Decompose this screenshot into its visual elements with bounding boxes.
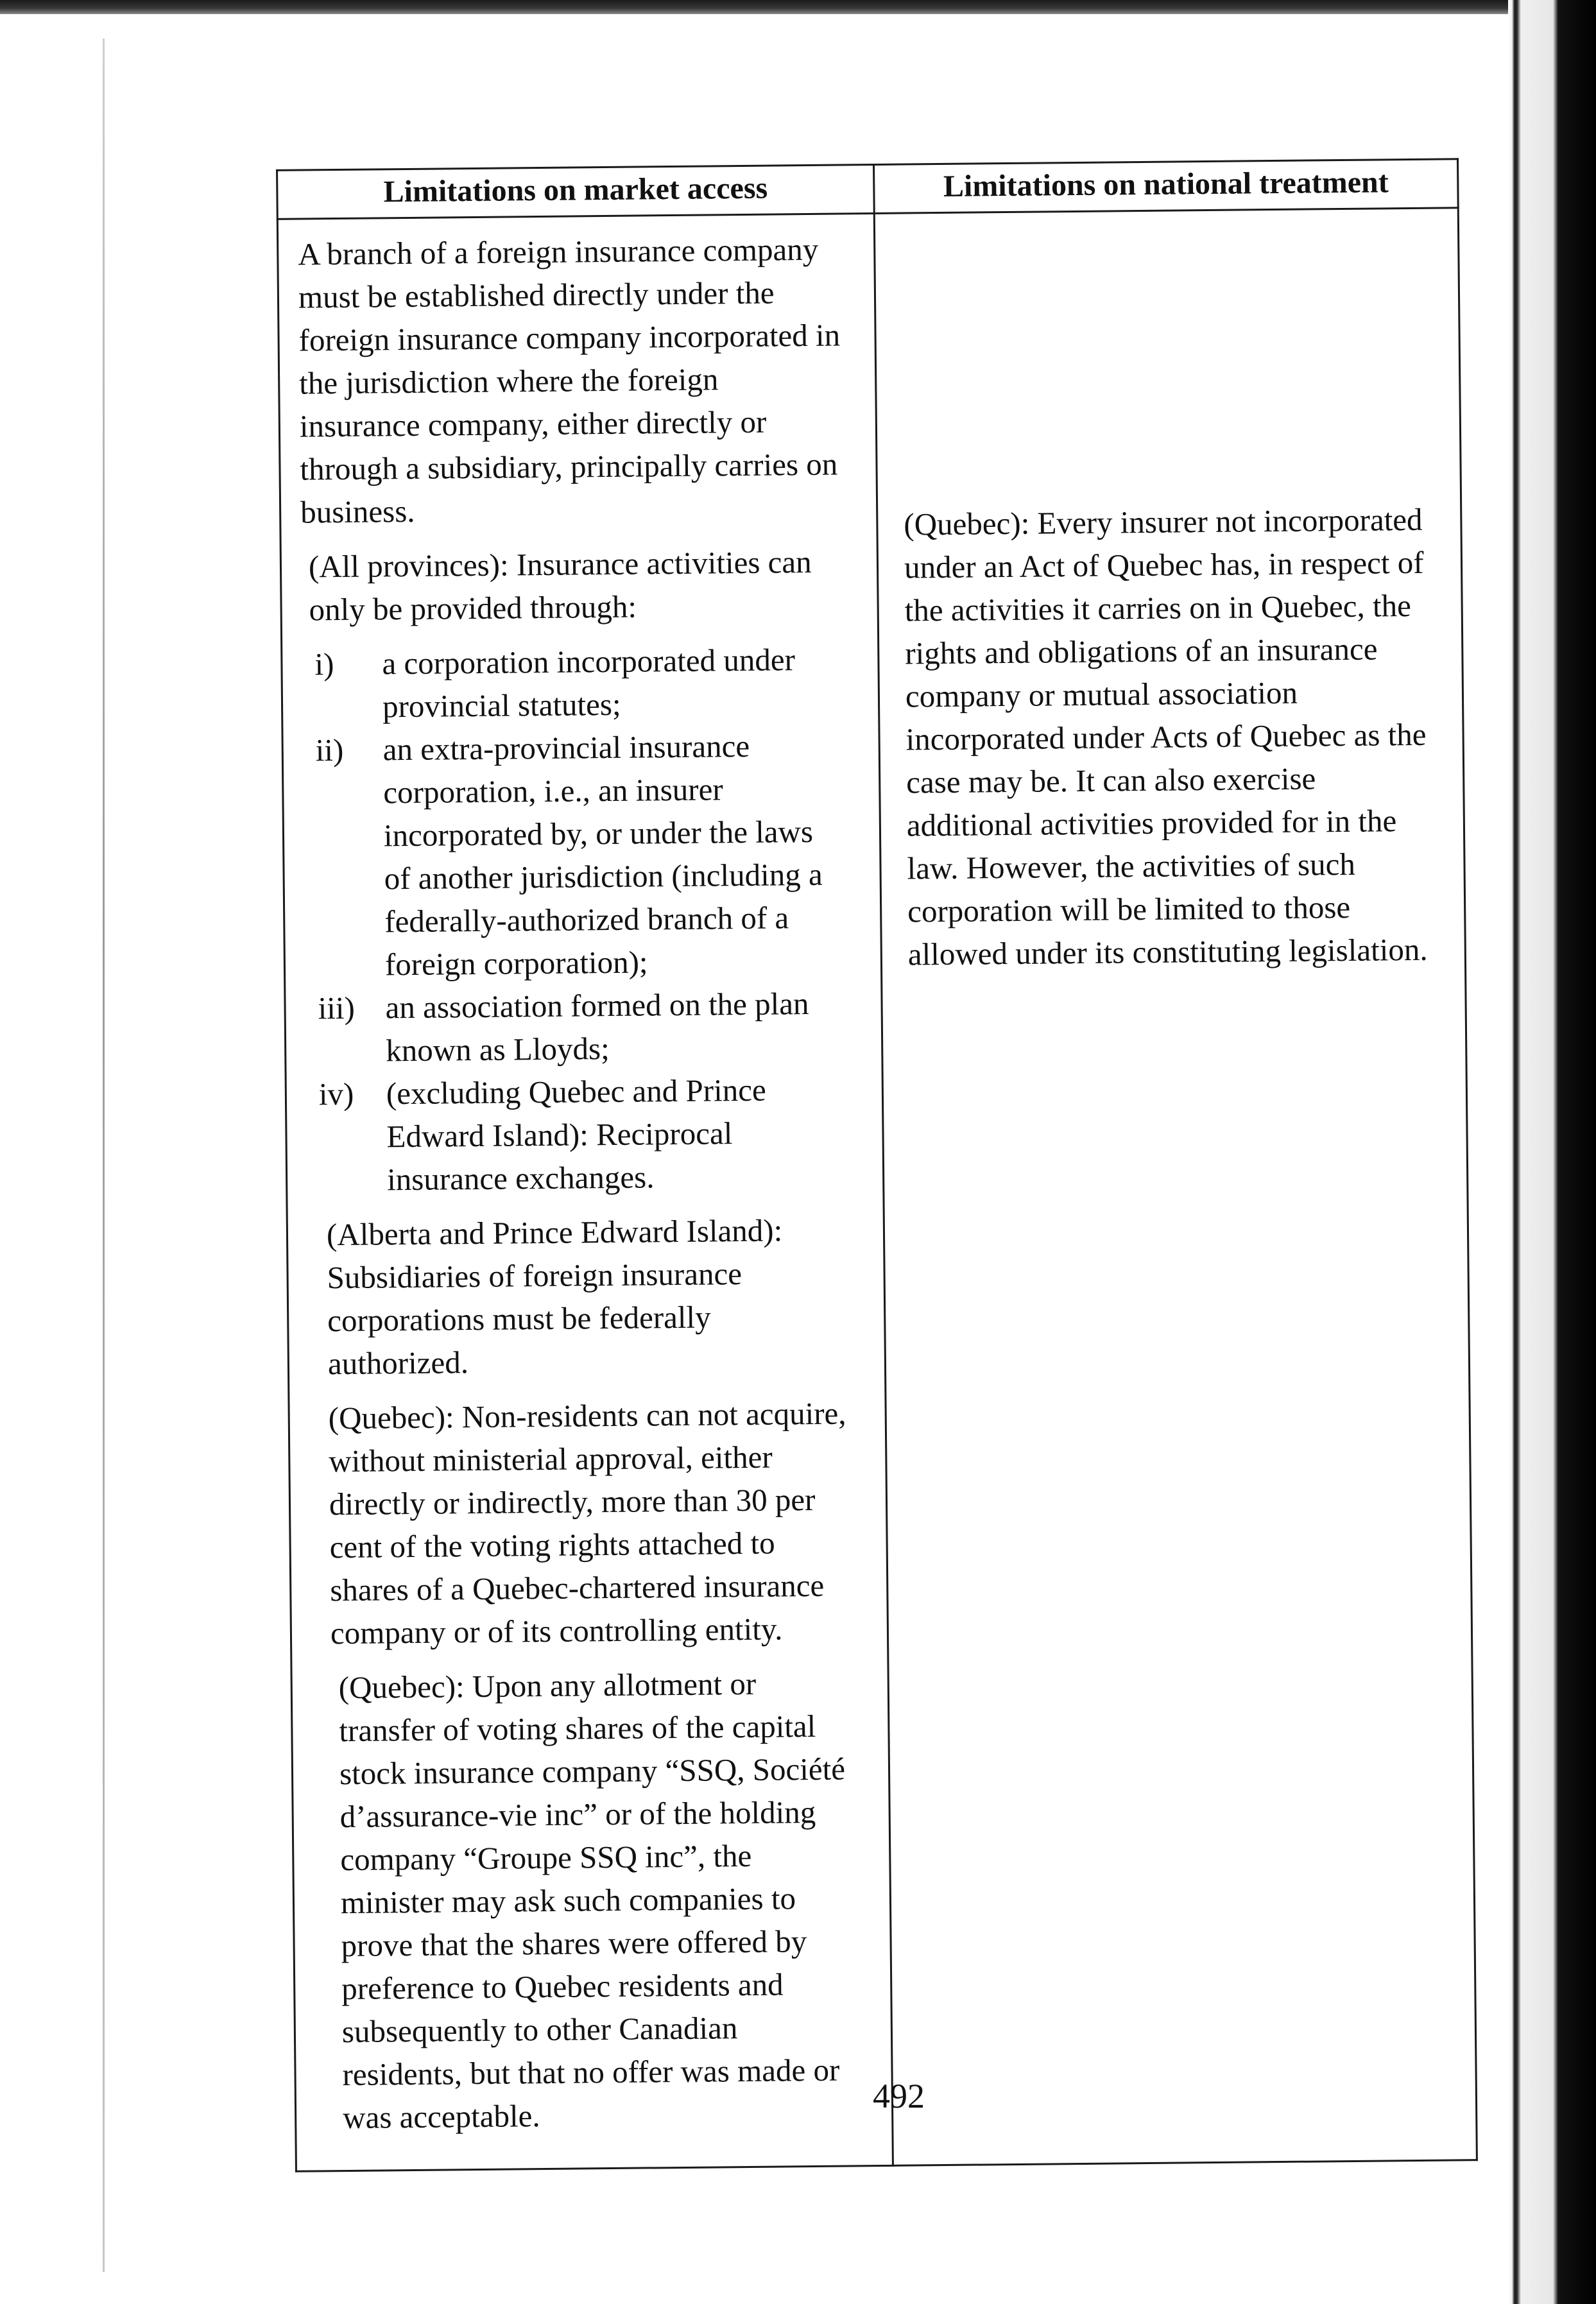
market-access-cell bbox=[277, 213, 893, 2171]
header-national-treatment: Limitations on national treatment bbox=[874, 159, 1459, 214]
list-item-text: an extra-provincial insurance corporation, i.e., an insurer incorporated by, or under the laws of another jurisdiction (including a federally-authorized branch of a foreign corporation); bbox=[382, 728, 823, 983]
list-item-number: i) bbox=[314, 646, 334, 682]
scan-top-shadow bbox=[0, 0, 1596, 14]
list-item-text: an association formed on the plan known as Lloyds; bbox=[385, 985, 809, 1069]
list-item-number: iii) bbox=[318, 990, 356, 1026]
blank-space bbox=[901, 221, 1434, 503]
list-item-number: ii) bbox=[315, 732, 344, 768]
list-item-number: iv) bbox=[318, 1076, 354, 1112]
quebec-insurer-paragraph: (Quebec): Every insurer not incorporated under an Act of Quebec has, in respect of the activities it carries on in Quebec, the rights and obligations of an insurance company or mutual association incorporated under Acts of Quebec as the case may be. It can also exercise additional activities provided for in the law. However, the activities of such corporation will be limited to those allowed under its constituting legislation. bbox=[904, 501, 1428, 972]
scan-left-margin-line bbox=[103, 39, 105, 2272]
list-item bbox=[319, 1067, 851, 1201]
list-item-text: a corporation incorporated under provincial statutes; bbox=[382, 641, 796, 725]
list-item bbox=[314, 637, 846, 728]
alberta-pei-paragraph: (Alberta and Prince Edward Island): Subsidiaries of foreign insurance corporations must be federally authorized. bbox=[326, 1212, 783, 1382]
header-market-access: Limitations on market access bbox=[277, 164, 875, 219]
quebec-ssq-paragraph: (Quebec): Upon any allotment or transfer of voting shares of the capital stock insurance company “SSQ, Société d’assurance-vie inc” or of the holding company “Groupe SSQ inc”, the minister may ask such companies to prove that the shares were offered by preference to Quebec residents and subsequently to other Canadian residents, but that no offer was made or was acceptable. bbox=[338, 1665, 846, 2135]
insurance-provider-list bbox=[302, 637, 850, 1201]
all-provinces-intro: (All provinces): Insurance activities can only be provided through: bbox=[308, 544, 812, 628]
quebec-nonresidents-paragraph: (Quebec): Non-residents can not acquire, without ministerial approval, either directly or indirectly, more than 30 per cent of the voting rights attached to shares of a Quebec-chartered insurance company or of its controlling entity. bbox=[328, 1395, 846, 1651]
page-number: 492 bbox=[873, 2077, 925, 2115]
list-item-text: (excluding Quebec and Prince Edward Island): Reciprocal insurance exchanges. bbox=[386, 1072, 766, 1198]
scan-book-binding-edge bbox=[1508, 0, 1596, 2304]
branch-paragraph: A branch of a foreign insurance company must be established directly under the foreign insurance company incorporated in the jurisdiction where the foreign insurance company, either directly or through a subsidiary, principally carries on business. bbox=[298, 231, 841, 530]
list-item bbox=[318, 981, 849, 1072]
list-item bbox=[315, 723, 848, 986]
table-row bbox=[277, 208, 1477, 2172]
schedule-table bbox=[276, 158, 1478, 2172]
national-treatment-cell bbox=[874, 208, 1477, 2166]
